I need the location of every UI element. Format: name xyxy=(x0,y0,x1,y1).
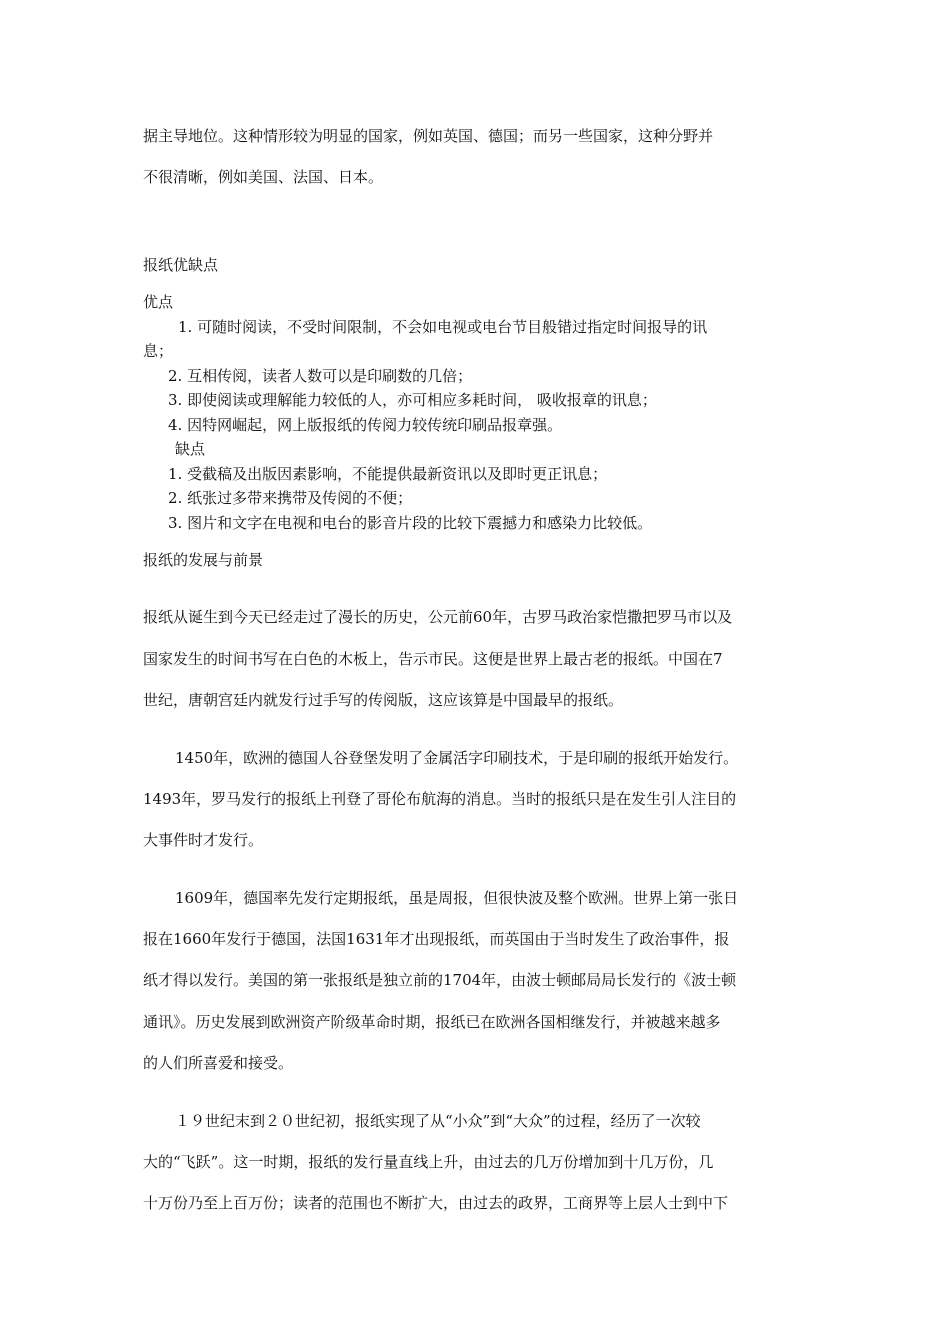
pros-item-2: 2. 互相传阅，读者人数可以是印刷数的几倍； xyxy=(168,367,473,385)
pros-item-4: 4. 因特网崛起，网上版报纸的传阅力较传统印刷品报章强。 xyxy=(168,416,563,434)
history-para3-line-3: 纸才得以发行。美国的第一张报纸是独立前的1704年，由波士顿邮局局长发行的《波士顿 xyxy=(143,971,737,989)
cons-item-1: 1. 受截稿及出版因素影响，不能提供最新资讯以及即时更正讯息； xyxy=(168,465,608,483)
pros-item-1-cont: 息； xyxy=(143,342,174,360)
section-heading-history: 报纸的发展与前景 xyxy=(143,551,264,569)
history-para3-line-4: 通讯》。历史发展到欧洲资产阶级革命时期，报纸已在欧洲各国相继发行，并被越来越多 xyxy=(143,1013,721,1031)
section-heading-pros-cons: 报纸优缺点 xyxy=(143,256,219,274)
cons-item-3: 3. 图片和文字在电视和电台的影音片段的比较下震撼力和感染力比较低。 xyxy=(168,514,653,532)
history-para2-line-3: 大事件时才发行。 xyxy=(143,831,264,849)
history-para1-line-2: 国家发生的时间书写在白色的木板上，告示市民。这便是世界上最古老的报纸。中国在7 xyxy=(143,650,723,668)
intro-line-2: 不很清晰，例如美国、法国、日本。 xyxy=(143,168,384,186)
history-para2-line-2: 1493年，罗马发行的报纸上刊登了哥伦布航海的消息。当时的报纸只是在发生引人注目的 xyxy=(143,790,737,808)
pros-item-1: 1. 可随时阅读，不受时间限制，不会如电视或电台节目般错过指定时间报导的讯 xyxy=(178,318,708,336)
history-para1-line-3: 世纪，唐朝宫廷内就发行过手写的传阅版，这应该算是中国最早的报纸。 xyxy=(143,691,624,709)
history-para4-line-1: １９世纪末到２０世纪初，报纸实现了从“小众”到“大众”的过程，经历了一次较 xyxy=(175,1112,701,1130)
pros-item-3: 3. 即使阅读或理解能力较低的人，亦可相应多耗时间， 吸收报章的讯息； xyxy=(168,391,657,409)
history-para3-line-2: 报在1660年发行于德国，法国1631年才出现报纸，而英国由于当时发生了政治事件，报 xyxy=(143,930,730,948)
history-para4-line-2: 大的“飞跃”。这一时期，报纸的发行量直线上升，由过去的几万份增加到十几万份，几 xyxy=(143,1153,714,1171)
cons-heading: 缺点 xyxy=(175,440,206,458)
history-para2-line-1: 1450年，欧洲的德国人谷登堡发明了金属活字印刷技术，于是印刷的报纸开始发行。 xyxy=(175,749,739,767)
cons-item-2: 2. 纸张过多带来携带及传阅的不便； xyxy=(168,489,413,507)
history-para4-line-3: 十万份乃至上百万份；读者的范围也不断扩大，由过去的政界，工商界等上层人士到中下 xyxy=(143,1194,729,1212)
intro-line-1: 据主导地位。这种情形较为明显的国家，例如英国、德国；而另一些国家，这种分野并 xyxy=(143,127,714,145)
pros-heading: 优点 xyxy=(143,293,174,311)
history-para3-line-5: 的人们所喜爱和接受。 xyxy=(143,1054,294,1072)
history-para1-line-1: 报纸从诞生到今天已经走过了漫长的历史，公元前60年，古罗马政治家恺撒把罗马市以及 xyxy=(143,608,733,626)
history-para3-line-1: 1609年，德国率先发行定期报纸，虽是周报，但很快波及整个欧洲。世界上第一张日 xyxy=(175,889,739,907)
